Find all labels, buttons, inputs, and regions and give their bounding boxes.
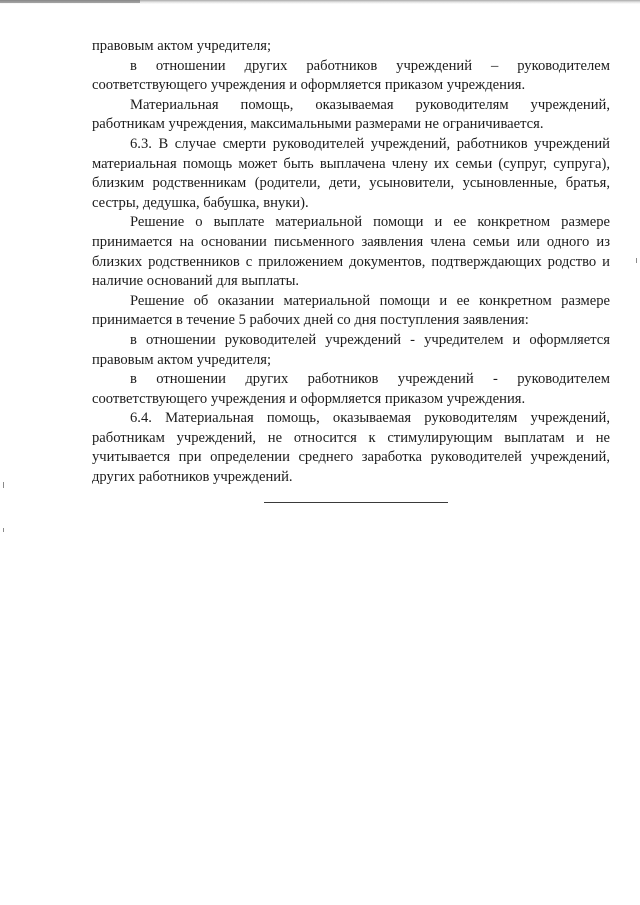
paragraph-other-employees: в отношении других работников учреждений – руководителем соответствующего учреждения и оформляется приказом учреждения. — [92, 57, 610, 94]
closing-rule — [264, 502, 448, 503]
paragraph-aid-no-limit: Материальная помощь, оказываемая руководителям учреждений, работникам учреждения, максимальными размерами не ограничивается. — [92, 96, 610, 133]
paragraph-other-workers: в отношении других работников учреждений - руководителем соответствующего учреждения и оформляется приказом учреждения. — [92, 371, 610, 407]
scan-speck — [636, 258, 637, 263]
paragraph-section-6-4: 6.4. Материальная помощь, оказываемая руководителям учреждений, работникам учреждений, не относится к стимулирующим выплатам и не учитывается при определении среднего заработка руководителей учреждений, других работников учреждений. — [92, 410, 610, 486]
scan-edge-mark — [0, 0, 140, 3]
paragraph-continuation: правовым актом учредителя; — [92, 38, 272, 54]
paragraph-decision-term: Решение об оказании материальной помощи и ее конкретном размере принимается в течение 5 рабочих дней со дня поступления заявления: — [92, 292, 610, 329]
scan-speck — [3, 482, 4, 488]
scan-speck — [3, 528, 4, 532]
paragraph-heads: в отношении руководителей учреждений - учредителем и оформляется правовым актом учредителя; — [92, 331, 610, 368]
paragraph-section-6-3: 6.3. В случае смерти руководителей учреждений, работников учреждений материальная помощь может быть выплачена члену их семьи (супруг, супруга), близким родственникам (родители, дети, усыновители, усыновленные, братья, сестры, дедушка, бабушка, внуки). — [92, 135, 610, 211]
paragraph-decision-basis: Решение о выплате материальной помощи и ее конкретном размере принимается на основании письменного заявления члена семьи или одного из близких родственников с приложением документов, подтверждающих родство и наличие оснований для выплаты. — [92, 214, 610, 290]
document-body — [92, 37, 610, 488]
